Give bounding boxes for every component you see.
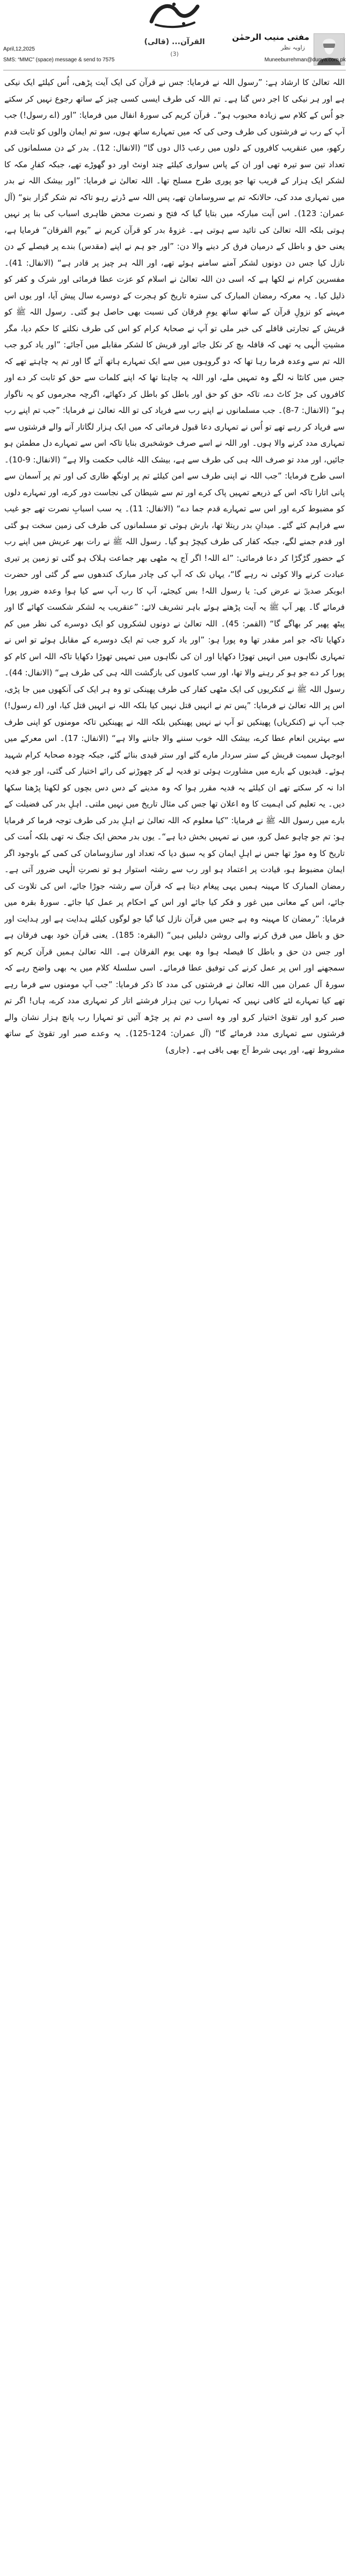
article-body: [4, 74, 345, 2572]
column-header: [3, 32, 346, 69]
publish-date: April,12,2025: [3, 46, 35, 52]
series-number: (3): [170, 51, 179, 58]
column-title: القرآن... (قالی): [144, 38, 205, 46]
sms-instructions: SMS: “MMC” (space) message & send to 7575: [3, 57, 115, 63]
author-column-label: زاویہ نظر: [281, 44, 305, 51]
newspaper-logo-mark: [145, 0, 204, 30]
author-name: مفتی منیب الرحمٰن: [232, 32, 309, 42]
newspaper-logo[interactable]: [145, 0, 204, 30]
article-text: اللہ تعالیٰ کا ارشاد ہے: ”رسول اللہ نے فرمایا: جس نے قرآن کی ایک آیت پڑھی، اُس کیلئے ایک نیکی ہے اور ہر نیکی کا اجر دس گنا ہے۔ تم اللہ کی طرف ایسی کسی چیز کے ساتھ رجوع نہیں کر سکتے جو اُس کے کلام سے زیادہ محبوب ہو“۔ قرآن کریم کی سورۂ انفال میں فرمایا: ”اور (اے رسول!) جب آپ کے رب نے فرشتوں کی طرف وحی کی کہ میں تمہارے ساتھ ہوں، سو تم ایمان والوں کو ثابت قدم رکھو، میں عنقریب کافروں کے دلوں میں رعب ڈال دوں گا“ (الانفال: 12)۔ بدر کے دن مسلمانوں کی تعداد تین سو تیرہ تھی اور ان کے پاس سواری کیلئے چند اونٹ اور دو گھوڑے تھے، جبکہ کفارِ مکہ کا لشکر ایک ہزار کے قریب تھا جو پوری طرح مسلح تھا۔ اللہ تعالیٰ نے فرمایا: ”اور بیشک اللہ نے بدر میں تمہاری مدد کی، حالانکہ تم بے سروسامان تھے، پس اللہ سے ڈرتے رہو تاکہ تم شکر گزار بنو“ (آل عمران: 123)۔ اس آیت مبارکہ میں بتایا گیا کہ فتح و نصرت محض ظاہری اسباب کی بنا پر نہیں ہوتی بلکہ اللہ تعالیٰ کی تائید سے ہوتی ہے۔ غزوۂ بدر کو قرآن کریم نے ”یوم الفرقان“ فرمایا ہے، یعنی حق و باطل کے درمیان فرق کر دینے والا دن: ”اور جو ہم نے اپنے (مقدس) بندے پر فیصلے کے دن نازل کیا جس دن دونوں لشکر آمنے سامنے ہوئے تھے، اور اللہ ہر چیز پر قادر ہے“ (الانفال: 41)۔ مفسرین کرام نے لکھا ہے کہ اسی دن اللہ تعالیٰ نے اسلام کو عزت عطا فرمائی اور شرک و کفر کو ذلیل کیا۔ یہ معرکہ رمضان المبارک کی سترہ تاریخ کو ہجرت کے دوسرے سال پیش آیا، اور یوں اس مہینے کو نزولِ قرآن کے ساتھ ساتھ یومِ فرقان کی نسبت بھی حاصل ہو گئی۔ رسول اللہ ﷺ کو قریش کے تجارتی قافلے کی خبر ملی تو آپ نے صحابۂ کرام کو اس کی طرف نکلنے کا حکم دیا، مگر مشیتِ الٰہی یہ تھی کہ قافلہ بچ کر نکل جائے اور قریش کا لشکر مقابلے میں آجائے: ”اور یاد کرو جب اللہ تم سے وعدہ فرما رہا تھا کہ دو گروہوں میں سے ایک تمہارے ہاتھ آئے گا اور تم یہ چاہتے تھے کہ جس میں کانٹا نہ لگے وہ تمہیں ملے، اور اللہ یہ چاہتا تھا کہ اپنے کلمات سے حق کو ثابت کر دے اور کافروں کی جڑ کاٹ دے، تاکہ حق کو حق اور باطل کو باطل کر دکھائے، اگرچہ مجرموں کو یہ ناگوار ہو“ (الانفال: 7-8)۔ جب مسلمانوں نے اپنے رب سے فریاد کی تو اللہ تعالیٰ نے فرمایا: ”جب تم اپنے رب سے فریاد کر رہے تھے تو اُس نے تمہاری دعا قبول فرمائی کہ میں ایک ہزار لگاتار آنے والے فرشتوں سے تمہاری مدد کرنے والا ہوں۔ اور اللہ نے اسے صرف خوشخبری بنایا تاکہ اس سے تمہارے دل مطمئن ہو جائیں، اور مدد تو صرف اللہ ہی کی طرف سے ہے، بیشک اللہ غالب حکمت والا ہے“ (الانفال: 9-10)۔ اسی طرح فرمایا: ”جب اللہ نے اپنی طرف سے امن کیلئے تم پر اونگھ طاری کی اور تم پر آسمان سے پانی اتارا تاکہ اس کے ذریعے تمہیں پاک کرے اور تم سے شیطان کی نجاست دور کرے، اور تمہارے دلوں کو مضبوط کرے اور اس سے تمہارے قدم جما دے“ (الانفال: 11)۔ یہ سب اسبابِ نصرت تھے جو غیب سے فراہم کئے گئے۔ میدانِ بدر ریتلا تھا، بارش ہوئی تو مسلمانوں کی طرف کی زمین سخت ہو گئی اور قدم جمنے لگے، جبکہ کفار کی طرف کیچڑ ہو گیا۔ رسول اللہ ﷺ نے رات بھر عریش میں اپنے رب کے حضور گڑگڑا کر دعا فرمائی: ”اے اللہ! اگر آج یہ مٹھی بھر جماعت ہلاک ہو گئی تو زمین پر تیری عبادت کرنے والا کوئی نہ رہے گا“، یہاں تک کہ آپ کی چادر مبارک کندھوں سے گر گئی اور حضرت ابوبکر صدیقؓ نے عرض کی: یا رسول اللہ! بس کیجئے، آپ کا رب آپ سے کیا ہوا وعدہ ضرور پورا فرمائے گا۔ پھر آپ ﷺ یہ آیت پڑھتے ہوئے باہر تشریف لائے: ”عنقریب یہ لشکر شکست کھائے گا اور پیٹھ پھیر کر بھاگے گا“ (القمر: 45)۔ اللہ تعالیٰ نے دونوں لشکروں کو ایک دوسرے کی نظر میں کم دکھایا تاکہ جو امر مقدر تھا وہ پورا ہو: ”اور یاد کرو جب تم ایک دوسرے کے مقابل ہوئے تو اس نے تمہاری نگاہوں میں انہیں تھوڑا دکھایا اور ان کی نگاہوں میں تمہیں تھوڑا دکھایا تاکہ اللہ اس کام کو پورا کر دے جو ہو کر رہنے والا تھا، اور سب کاموں کی بازگشت اللہ ہی کی طرف ہے“ (الانفال: 44)۔ رسول اللہ ﷺ نے کنکریوں کی ایک مٹھی کفار کی طرف پھینکی تو وہ ہر ایک کی آنکھوں میں جا پڑی، اس پر اللہ تعالیٰ نے فرمایا: ”پس تم نے انہیں قتل نہیں کیا بلکہ اللہ نے انہیں قتل کیا، اور (اے رسول!) جب آپ نے (کنکریاں) پھینکیں تو آپ نے نہیں پھینکیں بلکہ اللہ نے پھینکیں تاکہ مومنوں کو اپنی طرف سے بہترین انعام عطا کرے، بیشک اللہ خوب سننے والا جاننے والا ہے“ (الانفال: 17)۔ اس معرکے میں ابوجہل سمیت قریش کے ستر سردار مارے گئے اور ستر قیدی بنائے گئے، جبکہ چودہ صحابۂ کرام شہید ہوئے۔ قیدیوں کے بارے میں مشاورت ہوئی تو فدیہ لے کر چھوڑنے کی رائے اختیار کی گئی، اور جو فدیہ ادا نہ کر سکتے تھے ان کیلئے یہ فدیہ مقرر ہوا کہ وہ مدینے کے دس دس بچوں کو لکھنا پڑھنا سکھا دیں۔ یہ تعلیم کی اہمیت کا وہ اعلان تھا جس کی مثال تاریخ میں نہیں ملتی۔ اہلِ بدر کی فضیلت کے بارے میں رسول اللہ ﷺ نے فرمایا: ”کیا معلوم کہ اللہ تعالیٰ نے اہلِ بدر کی طرف توجہ فرما کر فرمایا ہو: تم جو چاہو عمل کرو، میں نے تمہیں بخش دیا ہے“۔ یوں بدر محض ایک جنگ نہ تھی بلکہ اُمت کی تاریخ کا وہ موڑ تھا جس نے اہلِ ایمان کو یہ سبق دیا کہ تعداد اور سازوسامان کی کمی کے باوجود اگر ایمان مضبوط ہو، قیادت پر اعتماد ہو اور رب سے رشتہ استوار ہو تو نصرتِ الٰہی ضرور آتی ہے۔ رمضان المبارک کا مہینہ ہمیں یہی پیغام دیتا ہے کہ قرآن سے رشتہ جوڑا جائے، اس کی تلاوت کی جائے، اس کے معانی میں غور و فکر کیا جائے اور اس کے احکام پر عمل کیا جائے۔ سورۂ بقرہ میں فرمایا: ”رمضان کا مہینہ وہ ہے جس میں قرآن نازل کیا گیا جو لوگوں کیلئے ہدایت ہے اور ہدایت اور حق و باطل میں فرق کرنے والی روشن دلیلیں ہیں“ (البقرہ: 185)۔ یعنی قرآن خود بھی فرقان ہے اور جس دن حق و باطل کا فیصلہ ہوا وہ بھی یوم الفرقان ہے۔ اللہ تعالیٰ ہمیں قرآن کریم کو سمجھنے اور اس پر عمل کرنے کی توفیق عطا فرمائے۔ اسی سلسلۂ کلام میں یہ بھی واضح رہے کہ سورۂ آل عمران میں اللہ تعالیٰ نے فرشتوں کی مدد کا ذکر فرمایا: ”جب آپ مومنوں سے فرما رہے تھے کیا تمہارے لئے کافی نہیں کہ تمہارا رب تین ہزار فرشتے اتار کر تمہاری مدد کرے، ہاں! اگر تم صبر کرو اور تقویٰ اختیار کرو اور وہ اسی دم تم پر چڑھ آئیں تو تمہارا رب پانچ ہزار نشان والے فرشتوں سے تمہاری مدد فرمائے گا“ (آل عمران: 124-125)۔ یہ وعدے صبر اور تقویٰ کے ساتھ مشروط تھے، اور یہی شرط آج بھی باقی ہے۔ (جاری): [4, 77, 345, 1055]
masthead: [0, 0, 349, 32]
author-email[interactable]: Muneeburrehman@dunya.com.pk: [264, 57, 346, 63]
